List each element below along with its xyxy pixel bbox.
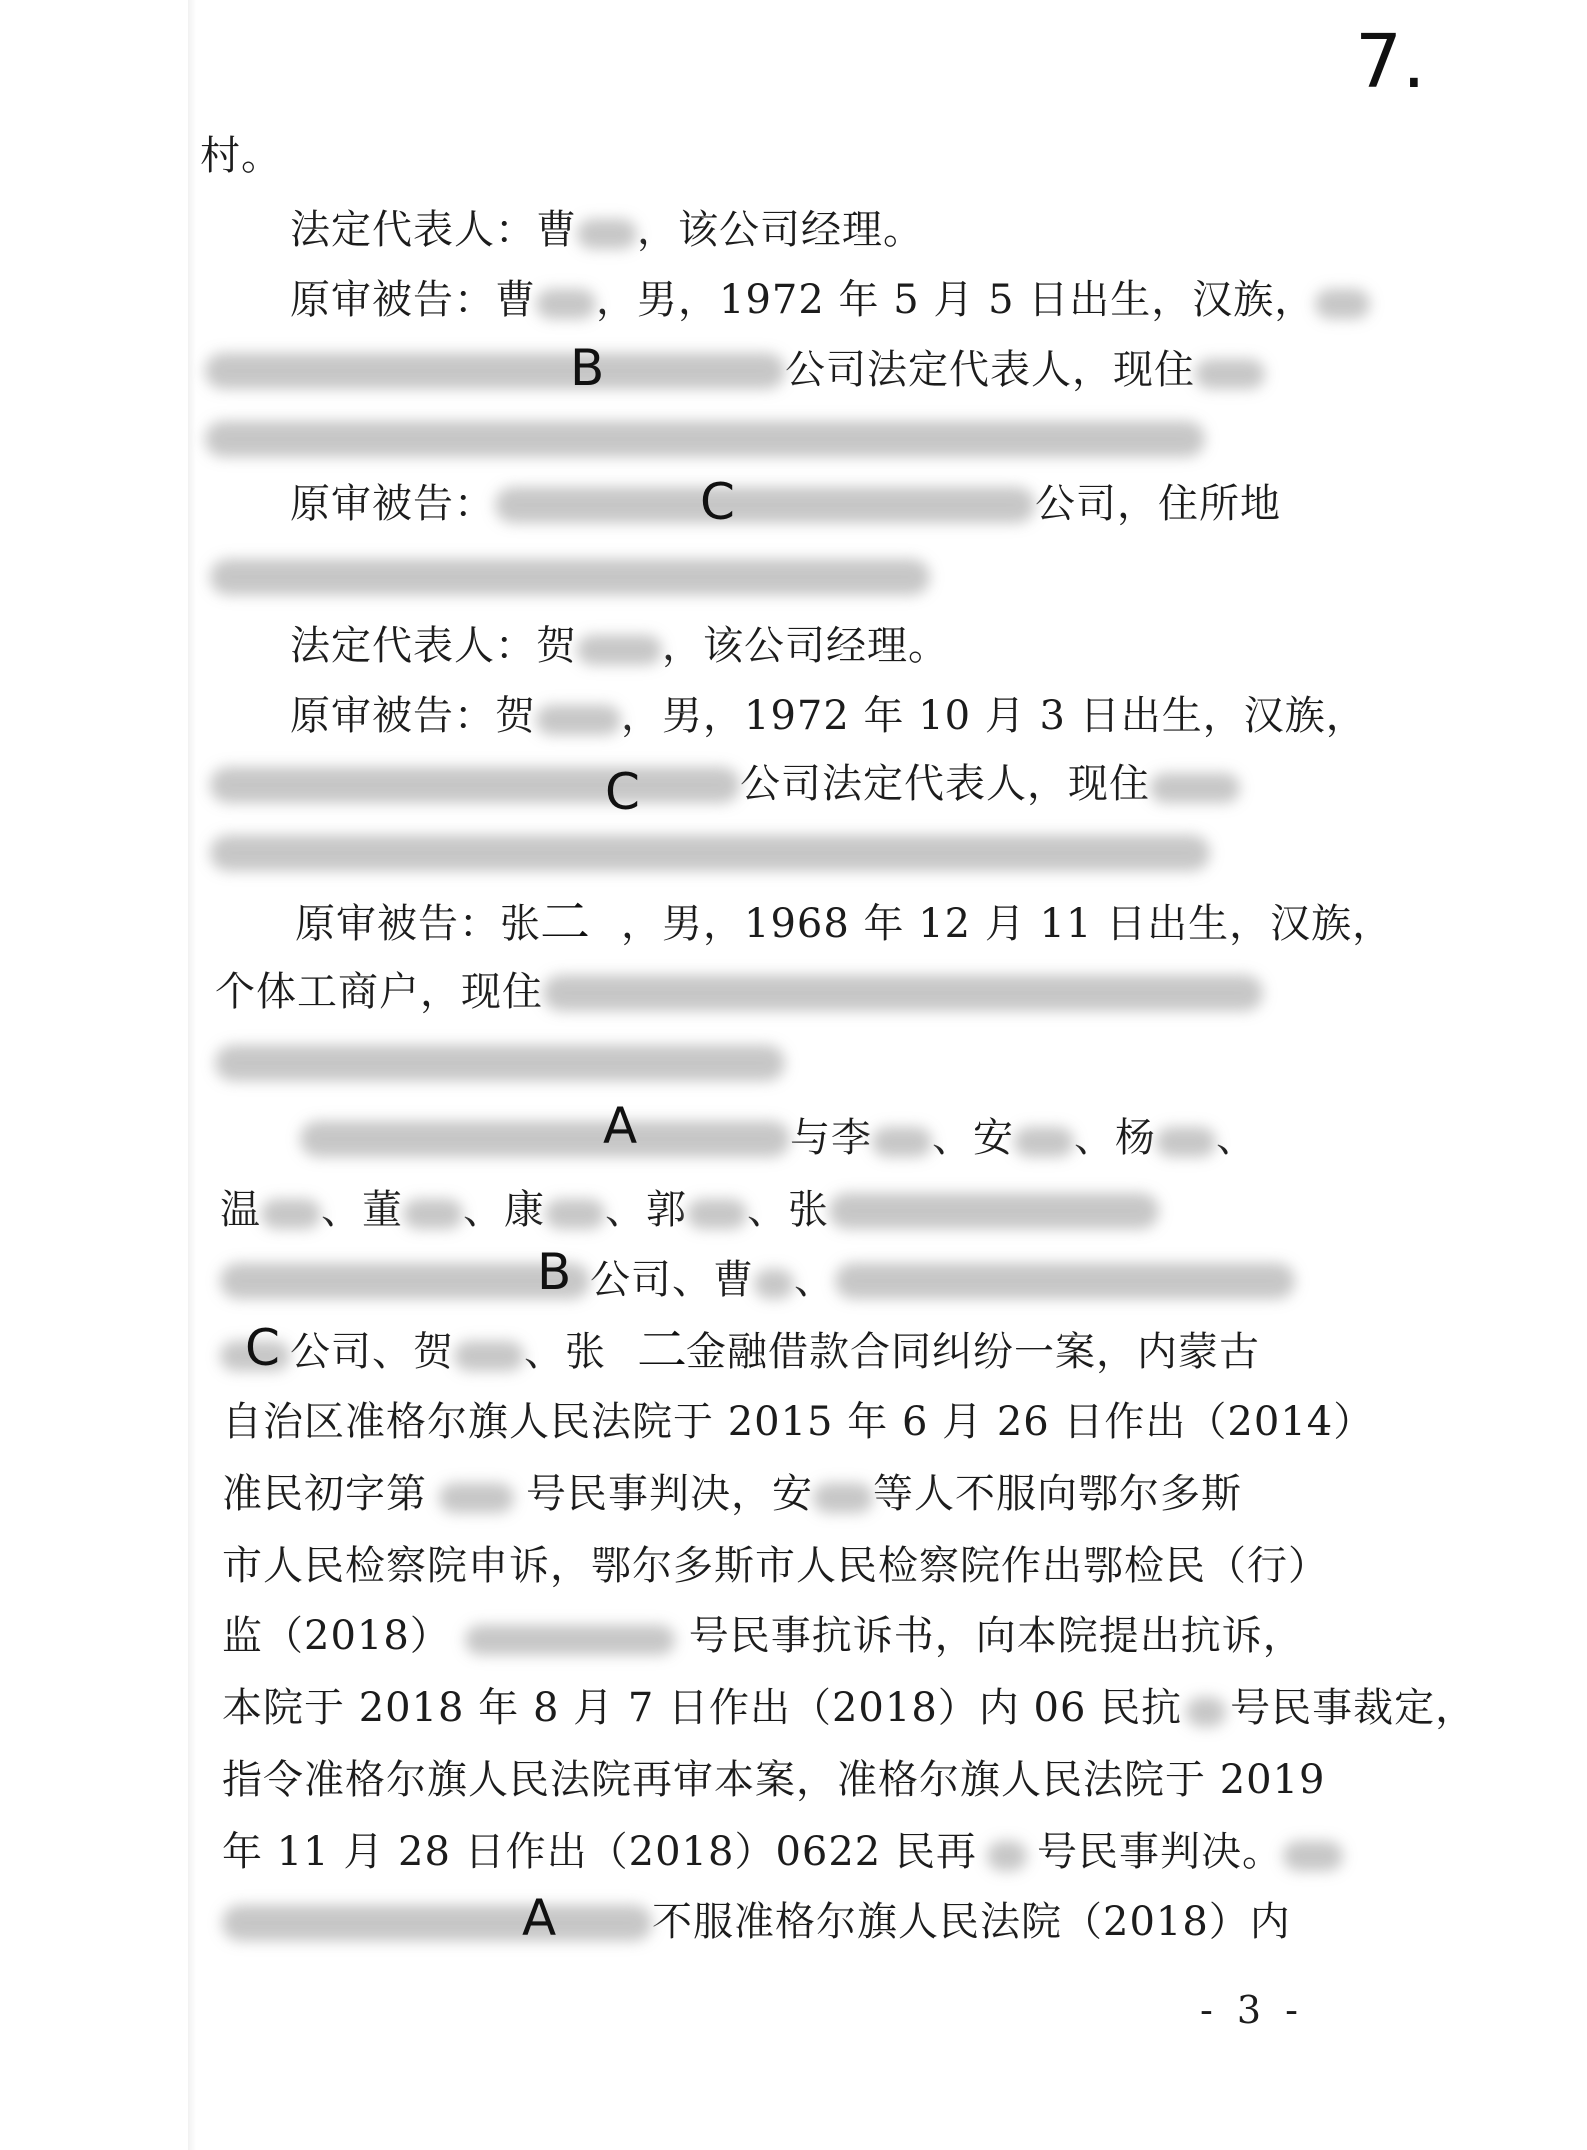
redaction-blur: [543, 975, 1263, 1011]
letter-marker-a: A: [603, 1097, 638, 1155]
text-line: 公司法定代表人，现住: [205, 344, 1265, 396]
handwritten-page-mark: 7.: [1355, 19, 1426, 105]
redaction-blur: [577, 219, 637, 249]
text-line: 原审被告： 公司，住所地: [290, 481, 1281, 527]
redaction-blur: [205, 353, 785, 389]
text-line: 原审被告：贺 ，男，1972 年 10 月 3 日出生，汉族，: [290, 693, 1367, 739]
redaction-blur: [545, 1199, 605, 1229]
text-line: [210, 550, 930, 602]
letter-marker-b: B: [537, 1243, 572, 1301]
text-line: 监（2018） 号民事抗诉书，向本院提出抗诉，: [222, 1613, 1304, 1659]
text-line: 指令准格尔旗人民法院再审本案，准格尔旗人民法院于 2019: [222, 1757, 1326, 1803]
letter-marker-c: C: [605, 763, 640, 821]
text-line: [210, 826, 1210, 878]
page-shadow-edge: [188, 0, 196, 2150]
redaction-blur: [261, 1199, 321, 1229]
redaction-blur: [577, 635, 662, 665]
text-line: 原审被告：张 ，男，1968 年 12 月 11 日出生，汉族，: [295, 901, 1394, 947]
redaction-blur: [495, 487, 1035, 523]
text-line: [215, 1036, 785, 1088]
text-line: 个体工商户，现住: [215, 966, 1263, 1018]
redaction-blur: [465, 1625, 675, 1655]
redaction-blur: [1283, 1841, 1343, 1871]
text-line: 法定代表人：贺 ，该公司经理。: [290, 623, 949, 669]
redaction-blur: [687, 1199, 747, 1229]
text-line: 本院于 2018 年 8 月 7 日作出（2018）内 06 民抗 号民事裁定，: [222, 1685, 1477, 1731]
text-line: 温 、董 、康 、郭 、张: [220, 1184, 1159, 1236]
redaction-blur: [215, 1045, 785, 1081]
letter-marker-er: 二: [540, 893, 590, 951]
redaction-blur: [205, 421, 1205, 457]
page-number: - 3 -: [1200, 1988, 1305, 2032]
text-line: 村。: [200, 133, 282, 179]
redaction-blur: [754, 1269, 794, 1299]
text-line: 公司法定代表人，现住: [210, 758, 1240, 810]
redaction-blur: [872, 1127, 932, 1157]
letter-marker-er: 二: [637, 1321, 687, 1379]
redaction-blur: [222, 1905, 652, 1941]
redaction-blur: [454, 1341, 524, 1371]
text-line: 准民初字第 号民事判决，安 等人不服向鄂尔多斯: [222, 1471, 1242, 1517]
text-line: 原审被告：曹 ，男，1972 年 5 月 5 日出生，汉族，: [290, 274, 1370, 326]
text-line: 自治区准格尔旗人民法院于 2015 年 6 月 26 日作出（2014）: [222, 1399, 1375, 1445]
redaction-blur: [1195, 359, 1265, 389]
redaction-blur: [1156, 1127, 1216, 1157]
letter-marker-a: A: [522, 1889, 557, 1947]
redaction-blur: [1186, 1697, 1226, 1727]
letter-marker-c: C: [245, 1319, 280, 1377]
text-line: 年 11 月 28 日作出（2018）0622 民再 号民事判决。: [222, 1826, 1343, 1878]
redaction-blur: [439, 1483, 514, 1513]
redaction-blur: [210, 835, 1210, 871]
redaction-blur: [220, 1263, 590, 1299]
redaction-blur: [813, 1483, 873, 1513]
letter-marker-c: C: [700, 473, 735, 531]
redaction-blur: [300, 1121, 790, 1157]
redaction-blur: [835, 1263, 1295, 1299]
text-line: 不服准格尔旗人民法院（2018）内: [222, 1896, 1291, 1948]
redaction-blur: [403, 1199, 463, 1229]
redaction-blur: [210, 559, 930, 595]
redaction-blur: [536, 289, 596, 319]
text-line: 公司、贺 、张 金融借款合同纠纷一案，内蒙古: [220, 1326, 1260, 1378]
redaction-blur: [987, 1841, 1027, 1871]
redaction-blur: [1315, 289, 1370, 319]
text-line: [205, 412, 1205, 464]
redaction-blur: [1014, 1127, 1074, 1157]
redaction-blur: [1150, 773, 1240, 803]
text-line: 公司、曹 、: [220, 1254, 1295, 1306]
letter-marker-b: B: [570, 339, 605, 397]
redaction-blur: [210, 767, 740, 803]
redaction-blur: [536, 705, 621, 735]
redaction-blur: [829, 1193, 1159, 1229]
text-line: 与李 、安 、杨 、: [300, 1112, 1257, 1164]
text-line: 市人民检察院申诉，鄂尔多斯市人民检察院作出鄂检民（行）: [222, 1543, 1329, 1589]
text-line: 法定代表人：曹 ，该公司经理。: [290, 207, 924, 253]
